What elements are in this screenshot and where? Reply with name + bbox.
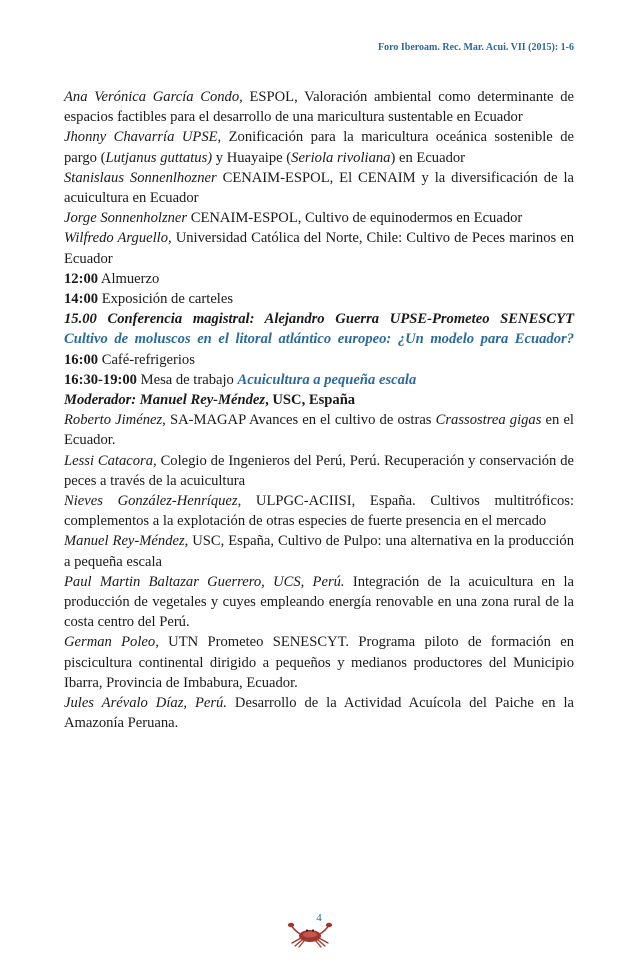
author: Paul Martin Baltazar Guerrero, UCS, Perú. [64,573,345,590]
author: Stanislaus Sonnenlhozner [64,169,217,186]
author: Jorge Sonnenholzner [64,210,188,227]
conference-heading: 15.00 Conferencia magistral: Alejandro Guerra UPSE-Prometeo SENESCYT [64,311,574,328]
entry-jimenez: Roberto Jiménez, SA-MAGAP Avances en el cultivo de ostras Crassostrea gigas en el Ecuador. [64,412,574,449]
entry-baltazar-guerrero: Paul Martin Baltazar Guerrero, UCS, Perú. Integración de la acuicultura en la producción de vegetales y cuyes empleando energía renovable en una zona rural de la costa centro del Perú. [64,573,574,631]
entry-gonzalez-henriquez: Nieves González-Henríquez, ULPGC-ACIISI, España. Cultivos multitróficos: complementos a la explotación de otras especies de fuerte presencia en el mercado [64,493,574,530]
species-name: Lutjanus guttatus) [105,149,213,166]
entry-catacora: Lessi Catacora, Colegio de Ingenieros del Perú, Perú. Recuperación y conservación de peces a través de la acuicultura [64,452,574,489]
schedule-workshop: 16:30-19:00 Mesa de trabajo Acuicultura a pequeña escala [64,371,417,388]
entry-jorge-sonnenholzner: Jorge Sonnenholzner CENAIM-ESPOL, Cultivo de equinodermos en Ecuador [64,210,523,227]
species-name: Crassostrea gigas [435,412,542,429]
time: 14:00 [64,291,99,308]
entry-garcia-condo: Ana Verónica García Condo, ESPOL, Valoración ambiental como determinante de espacios factibles para el desarrollo de una maricultura sustentable en Ecuador [64,89,574,126]
schedule-coffee: 16:00 Café-refrigerios [64,351,195,368]
program-content [64,87,574,734]
author: Ana Verónica García Condo, [64,89,243,105]
entry-arguello: Wilfredo Arguello, Universidad Católica del Norte, Chile: Cultivo de Peces marinos en Ecuador [64,230,574,267]
entry-rey-mendez: Manuel Rey-Méndez, USC, España, Cultivo de Pulpo: una alternativa en la producción a pequeña escala [64,533,575,570]
author: Roberto Jiménez [64,412,163,429]
time: 16:30-19:00 [64,371,137,388]
conference-title: Cultivo de moluscos en el litoral atlántico europeo: ¿Un modelo para Ecuador? [64,331,574,348]
entry-chavarria: Jhonny Chavarría UPSE, Zonificación para la maricultura oceánica sostenible de pargo (Lutjanus guttatus) y Huayaipe (Seriola rivoliana) en Ecuador [64,129,574,166]
author: Jhonny Chavarría UPSE [64,129,218,146]
time: 12:00 [64,270,99,287]
time: 16:00 [64,351,99,368]
author: Lessi Catacora [64,452,154,469]
species-name: Seriola rivoliana [291,149,391,166]
author: Wilfredo Arguello [64,230,169,247]
author: German Poleo [64,634,156,651]
schedule-posters: 14:00 Exposición de carteles [64,291,234,308]
schedule-lunch: 12:00 Almuerzo [64,270,160,287]
workshop-topic: Acuicultura a pequeña escala [237,371,417,388]
entry-stanislaus-sonnenlhozner: Stanislaus Sonnenlhozner CENAIM-ESPOL, El CENAIM y la diversificación de la acuicultura en Ecuador [64,169,574,207]
moderator-line: Moderador: Manuel Rey-Méndez, USC, España [64,392,356,409]
author: Nieves González-Henríquez [64,493,238,510]
entry-arevalo-diaz: Jules Arévalo Díaz, Perú. Desarrollo de la Actividad Acuícola del Paiche en la Amazonía Peruana. [64,695,574,732]
running-header: Foro Iberoam. Rec. Mar. Acui. VII (2015): 1-6 [378,42,574,53]
author: Manuel Rey-Méndez [64,533,185,550]
crab-icon [286,922,334,948]
entry-poleo: German Poleo, UTN Prometeo SENESCYT. Programa piloto de formación en piscicultura continental dirigido a pequeños y medianos productores del Municipio Ibarra, Provincia de Imbabura, Ecuador. [64,634,574,691]
page-number: 4 [316,912,322,924]
author: Jules Arévalo Díaz, Perú. [64,695,227,712]
